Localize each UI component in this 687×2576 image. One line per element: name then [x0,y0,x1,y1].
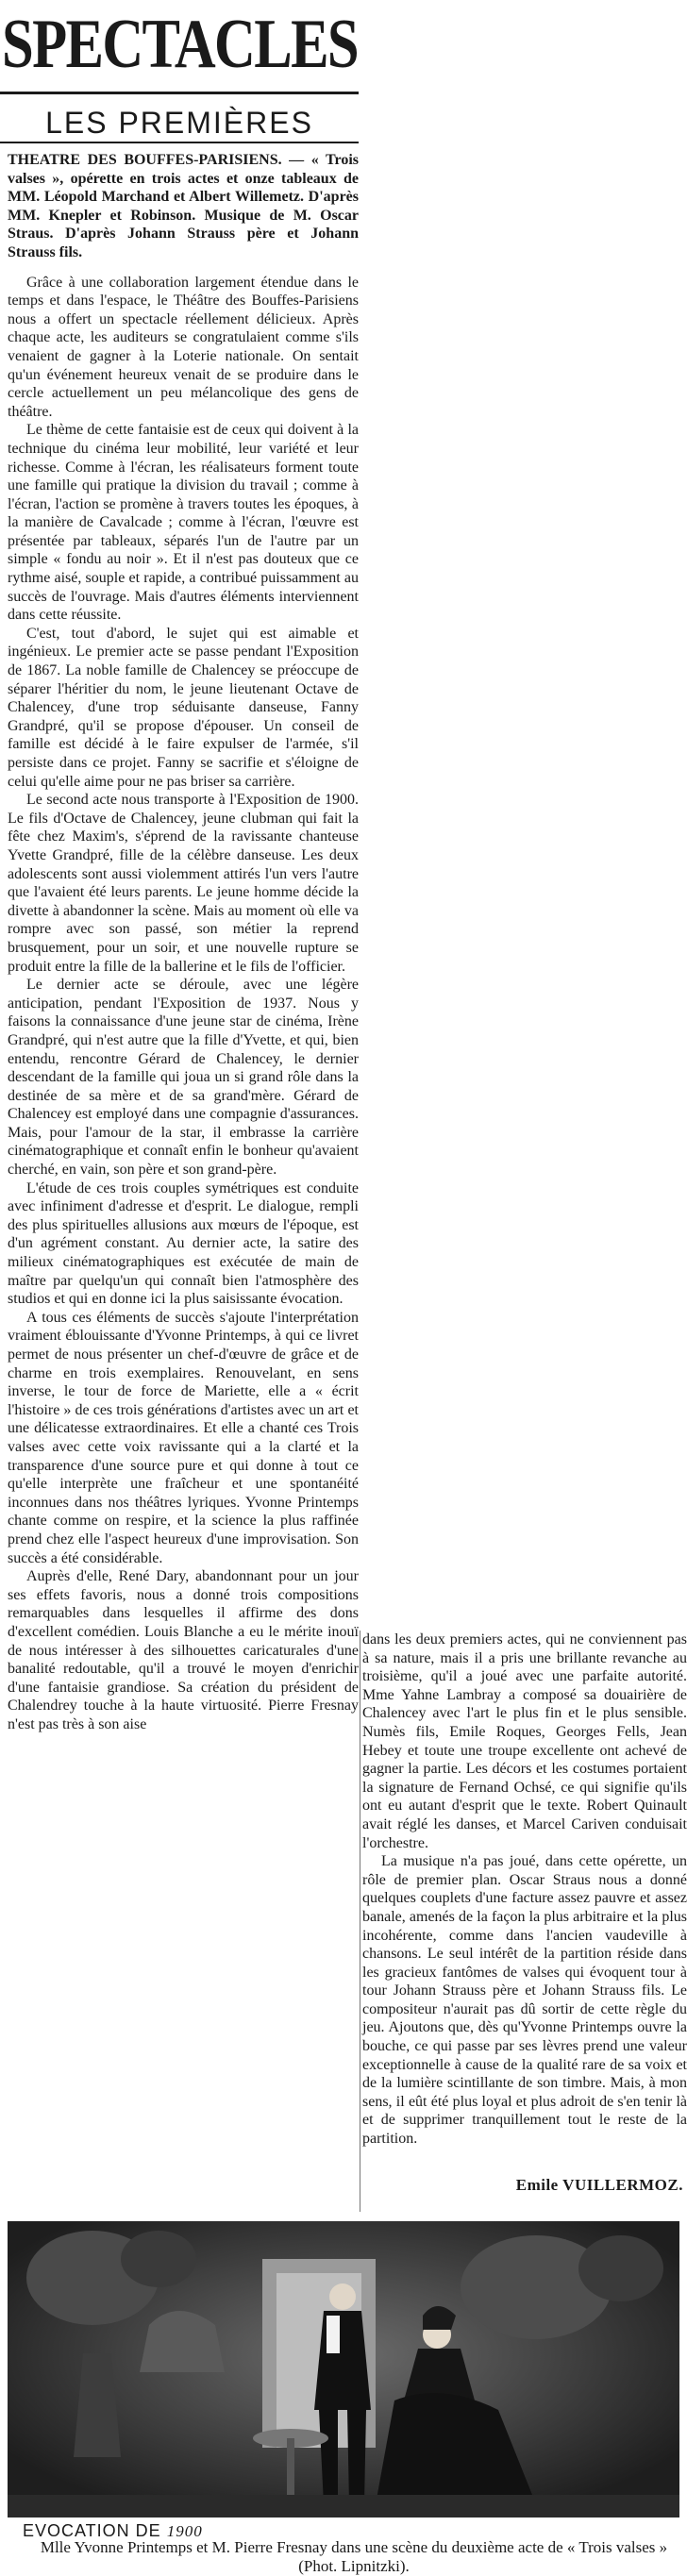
article-lead: THEATRE DES BOUFFES-PARISIENS. — « Trois valses », opérette en trois actes et onze tableaux de MM. Léopold Marchand et Albert Willemetz. D'après MM. Knepler et Robinson. Musique de M. Oscar Straus. D'après Johann Strauss père et Johann Strauss fils. [8,152,359,260]
section-title: LES PREMIÈRES [45,106,313,140]
masthead-title: SPECTACLES [2,6,359,83]
photo-caption-text: Mlle Yvonne Printemps et M. Pierre Fresnay dans une scène du deuxième acte de « Trois valses » (Phot. Lipnitzki). [40,2538,668,2575]
paragraph: La musique n'a pas joué, dans cette opérette, un rôle de premier plan. Oscar Straus nous a donné quelques couplets d'une facture assez pauvre et assez banale, amenés de la façon la plus arbitraire et la plus incohérente, comme dans l'ancien vaudeville à chansons. Le seul intérêt de la partition réside dans les gracieux fantômes de valses qui évoquent tour à tour Johann Strauss père et Johann Strauss fils. Le compositeur n'aurait pas dû sortir de cette règle du jeu. Ajoutons que, dès qu'Yvonne Printemps ouvre la bouche, ce qui passe par ses lèvres prend une valeur exceptionnelle à cause de la qualité rare de sa voix et de la lumière scintillante de son timbre. Mais, à mon sens, il eût été plus loyal et plus adroit de s'en tenir là et de supprimer tranquillement tout le reste de la partition. [362,1853,687,2148]
article-column-1 [8,151,359,1733]
paragraph: Le second acte nous transporte à l'Exposition de 1900. Le fils d'Octave de Chalencey, jeune clubman qui fait la fête chez Maxim's, s'éprend de la ravissante chanteuse Yvette Grandpré, fille de la célèbre danseuse. Les deux adolescents sont aussi violemment attirés l'un vers l'autre que l'avaient été leurs parents. Le jeune homme décide la divette à abandonner la scène. Mais au moment où elle va rompre avec son passé, son métier la reprend brusquement, pour un soir, et une nouvelle rupture se produit entre la fille de la ballerine et le fils de l'officier. [8,792,359,975]
paragraph: dans les deux premiers actes, qui ne conviennent pas à sa nature, mais il a pris une brillante revanche au troisième, qu'il a joué avec une parfaite autorité. Mme Yahne Lambray a composé sa douairière de Chalencey avec l'art le plus fin et le plus sensible. Numès fils, Emile Roques, Georges Fells, Jean Hebey et toute une troupe excellente ont achevé de gagner la partie. Les décors et les costumes portaient la signature de Fernand Ochsé, ce qui signifie qu'ils ont eu autant d'esprit que le texte. Robert Quinault avait réglé les danses, et Marcel Cariven conduisait l'orchestre. [362,1631,687,1851]
paragraph: A tous ces éléments de succès s'ajoute l'interprétation vraiment éblouissante d'Yvonne Printemps, à qui ce livret permet de nous présenter un chef-d'œuvre de grâce et de charme en trois exemplaires. Renouvelant, en sens inverse, le tour de force de Mariette, elle a « écrit l'histoire » de ces trois générations d'artistes avec un art et une délicatesse extraordinaires. Et elle a chanté ces Trois valses avec cette voix ravissante qui a la clarté et la transparence d'une source pure et qui donne à tout ce qu'elle interprète une fraîcheur et une spontanéité inconnues dans nos théâtres lyriques. Yvonne Printemps chante comme on respire, et la science la plus raffinée prend chez elle l'aspect heureux d'une improvisation. Son succès a été considérable. [8,1309,359,1566]
paragraph: L'étude de ces trois couples symétriques est conduite avec infiniment d'adresse et d'esprit. Le dialogue, rempli des plus spirituelles allusions aux mœurs de l'époque, est d'un agrément constant. Au dernier acte, la satire des milieux cinématographiques est exécutée de main de maître par quelqu'un qui connaît bien l'atmosphère des studios et qui en donne ici la plus saisissante évocation. [8,1179,359,1308]
masthead [0,0,359,94]
article-column-2 [362,1631,687,2149]
section-rule [0,142,359,143]
caption-title-text: EVOCATION DE [23,2521,161,2540]
paragraph: Auprès d'elle, René Dary, abandonnant pour un jour ses effets favoris, nous a donné trois compositions remarquables dans lesquelles il affirme des dons d'excellent comédien. Louis Blanche a eu le mérite inouï de nous intéresser à des silhouettes caricaturales d'une banalité redoutable, qu'il a trouvé le moyen d'enrichir d'une fantaisie grandiose. Sa création du président de Chalendrey touche à la haute virtuosité. Pierre Fresnay n'est pas très à son aise [8,1568,359,1732]
paragraph: Grâce à une collaboration largement étendue dans le temps et dans l'espace, le Théâtre des Bouffes-Parisiens nous a offert un spectacle réellement délicieux. Après chaque acte, les auditeurs se congratulaient comme s'ils venaient de gagner à la Loterie nationale. On sentait qu'un événement heureux venait de se produire dans le cercle actuellement un peu mélancolique des gens de théâtre. [8,274,359,420]
paragraph: Le dernier acte se déroule, avec une légère anticipation, pendant l'Exposition de 1937. Nous y faisons la connaissance d'une jeune star de cinéma, Irène Grandpré, qui n'est autre que la fille d'Yvette, et qui, bien entendu, rencontre Gérard de Chalencey, le dernier descendant de la famille qui joua un si grand rôle dans la destinée de sa mère et de sa grand'mère. Gérard de Chalencey est employé dans une compagnie d'assurances. Mais, pour l'amour de la star, il embrasse la carrière cinématographique et connaît enfin le bonheur qu'avaient cherché, en vain, son père et son grand-père. [8,977,359,1179]
stage-photo [8,2221,679,2517]
paragraph: Le thème de cette fantaisie est de ceux qui doivent à la technique du cinéma leur mobilité, leur variété et leur richesse. Comme à l'écran, les réalisateurs forment toute une famille qui pratique la division du travail ; comme à l'écran, l'action se promène à travers toutes les époques, à la manière de Cavalcade ; comme à l'écran, l'œuvre est présentée par tableaux, séparés l'un de l'autre par un simple « fondu au noir ». Et il n'est pas douteux que ce rythme aisé, souple et rapide, a contribué puissamment au succès de l'ouvrage. Mais d'autres éléments interviennent dans cette réussite. [8,422,359,624]
author-signature: Emile VUILLERMOZ. [515,2176,683,2194]
caption-year: 1900 [166,2522,203,2540]
paragraph: C'est, tout d'abord, le sujet qui est aimable et ingénieux. Le premier acte se passe pendant l'Exposition de 1867. La noble famille de Chalencey se préoccupe de séparer l'héritier du nom, le jeune lieutenant Octave de Chalencey, d'une trop séduisante danseuse, Fanny Grandpré, qu'il se propose d'épouser. Un conseil de famille est décidé à le faire expulser de l'armée, s'il persiste dans ce projet. Fanny se sacrifie et s'éloigne de celui qu'elle aime pour ne pas briser sa carrière. [8,625,359,790]
stage-scene-illustration [8,2221,679,2517]
